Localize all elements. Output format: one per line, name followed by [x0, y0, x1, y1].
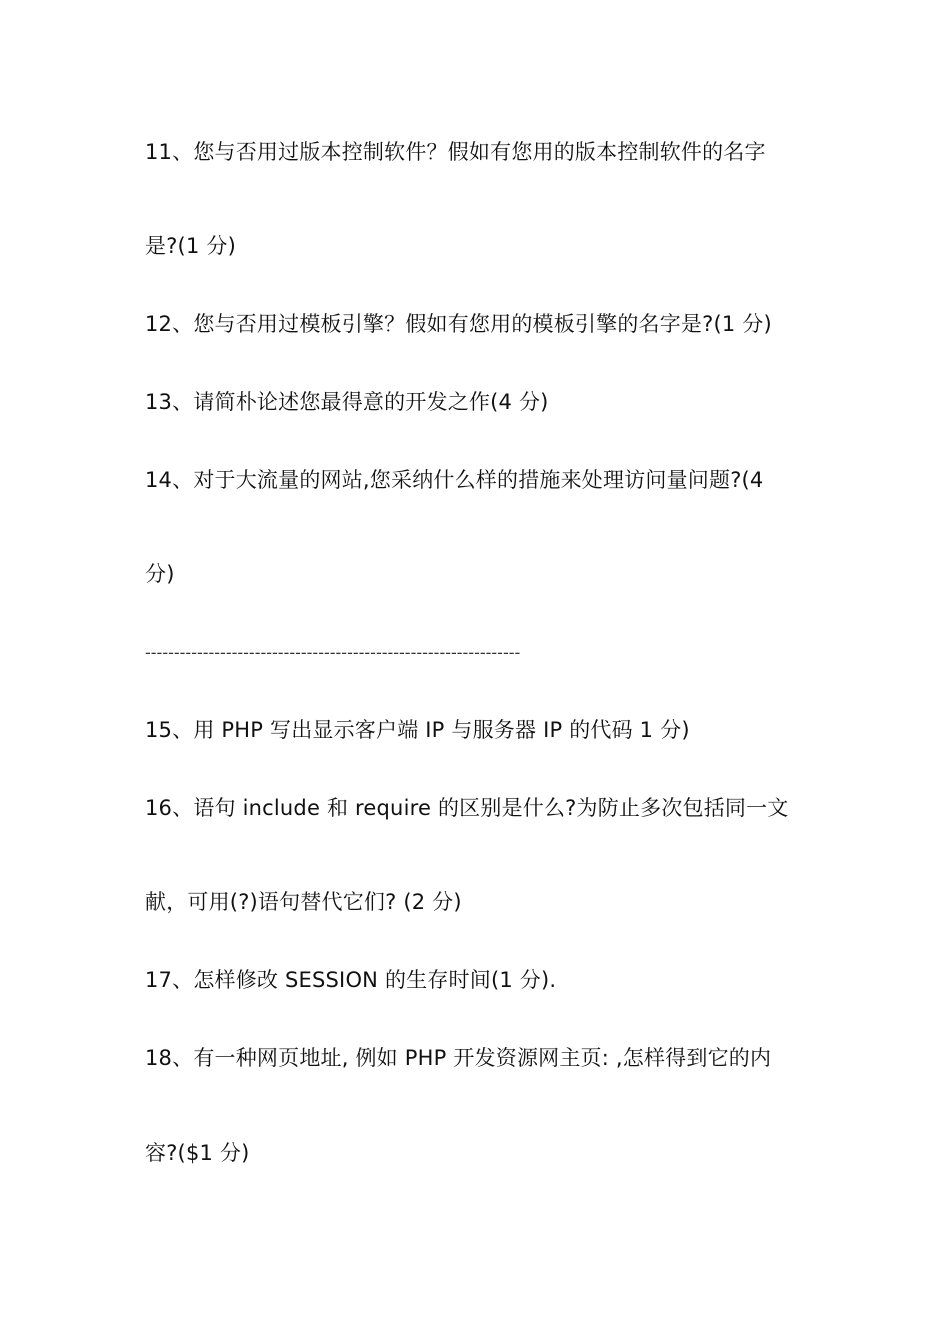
- question-14-line-1: 14、对于大流量的网站,您采纳什么样的措施来处理访问量问题?(4: [145, 468, 764, 492]
- section-divider: -----------------------------------------------------------------: [145, 643, 521, 662]
- question-11-line-2: 是?(1 分): [145, 234, 236, 258]
- question-11-line-1: 11、您与否用过版本控制软件？假如有您用的版本控制软件的名字: [145, 140, 766, 164]
- question-18-line-1: 18、有一种网页地址, 例如 PHP 开发资源网主页: ,怎样得到它的内: [145, 1046, 772, 1070]
- question-18-line-2: 容?($1 分): [145, 1141, 250, 1165]
- question-15: 15、用 PHP 写出显示客户端 IP 与服务器 IP 的代码 1 分): [145, 718, 690, 742]
- question-17: 17、怎样修改 SESSION 的生存时间(1 分).: [145, 968, 557, 992]
- question-13: 13、请简朴论述您最得意的开发之作(4 分): [145, 390, 549, 414]
- question-16-line-2: 献，可用(?)语句替代它们? (2 分): [145, 890, 462, 914]
- question-16-line-1: 16、语句 include 和 require 的区别是什么?为防止多次包括同一文: [145, 796, 789, 820]
- question-14-line-2: 分): [145, 562, 175, 586]
- question-12: 12、您与否用过模板引擎？假如有您用的模板引擎的名字是?(1 分): [145, 312, 772, 336]
